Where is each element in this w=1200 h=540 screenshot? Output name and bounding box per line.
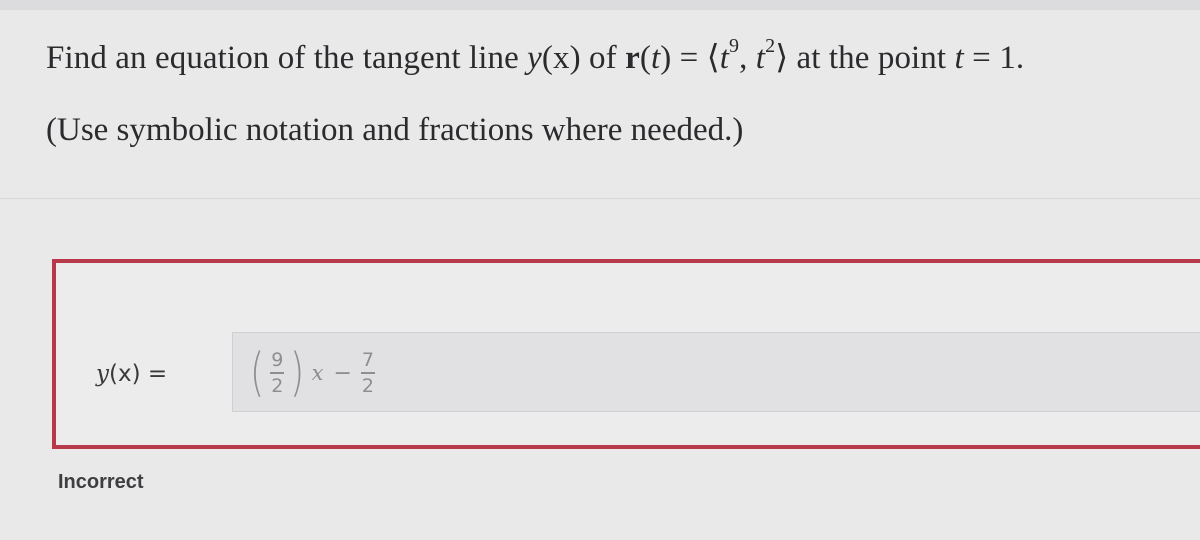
- top-band: [0, 0, 1200, 10]
- coefficient-denominator: 2: [271, 375, 284, 397]
- status-incorrect: Incorrect: [58, 471, 144, 493]
- fraction-bar: [361, 372, 375, 374]
- coefficient-numerator: 9: [271, 349, 284, 371]
- fraction-bar: [270, 372, 284, 374]
- constant-fraction: [361, 350, 375, 396]
- instructions-text: (Use symbolic notation and fractions where needed.): [46, 112, 744, 148]
- minus-sign: −: [333, 360, 352, 386]
- answer-label: y(x) =: [96, 361, 168, 387]
- constant-numerator: 7: [361, 349, 374, 371]
- close-paren: ): [290, 343, 305, 403]
- divider: [0, 198, 1200, 199]
- question-text: Find an equation of the tangent line y(x) of $r(t) = ⟨t^9$, $t^2⟩$ at the point t = 1.: [46, 35, 1025, 76]
- open-paren: (: [250, 343, 265, 403]
- variable-x: x: [311, 361, 324, 385]
- answer-input-field[interactable]: [232, 332, 1200, 412]
- constant-denominator: 2: [361, 375, 374, 397]
- entered-expression: [247, 341, 378, 405]
- coefficient-fraction: [270, 350, 284, 396]
